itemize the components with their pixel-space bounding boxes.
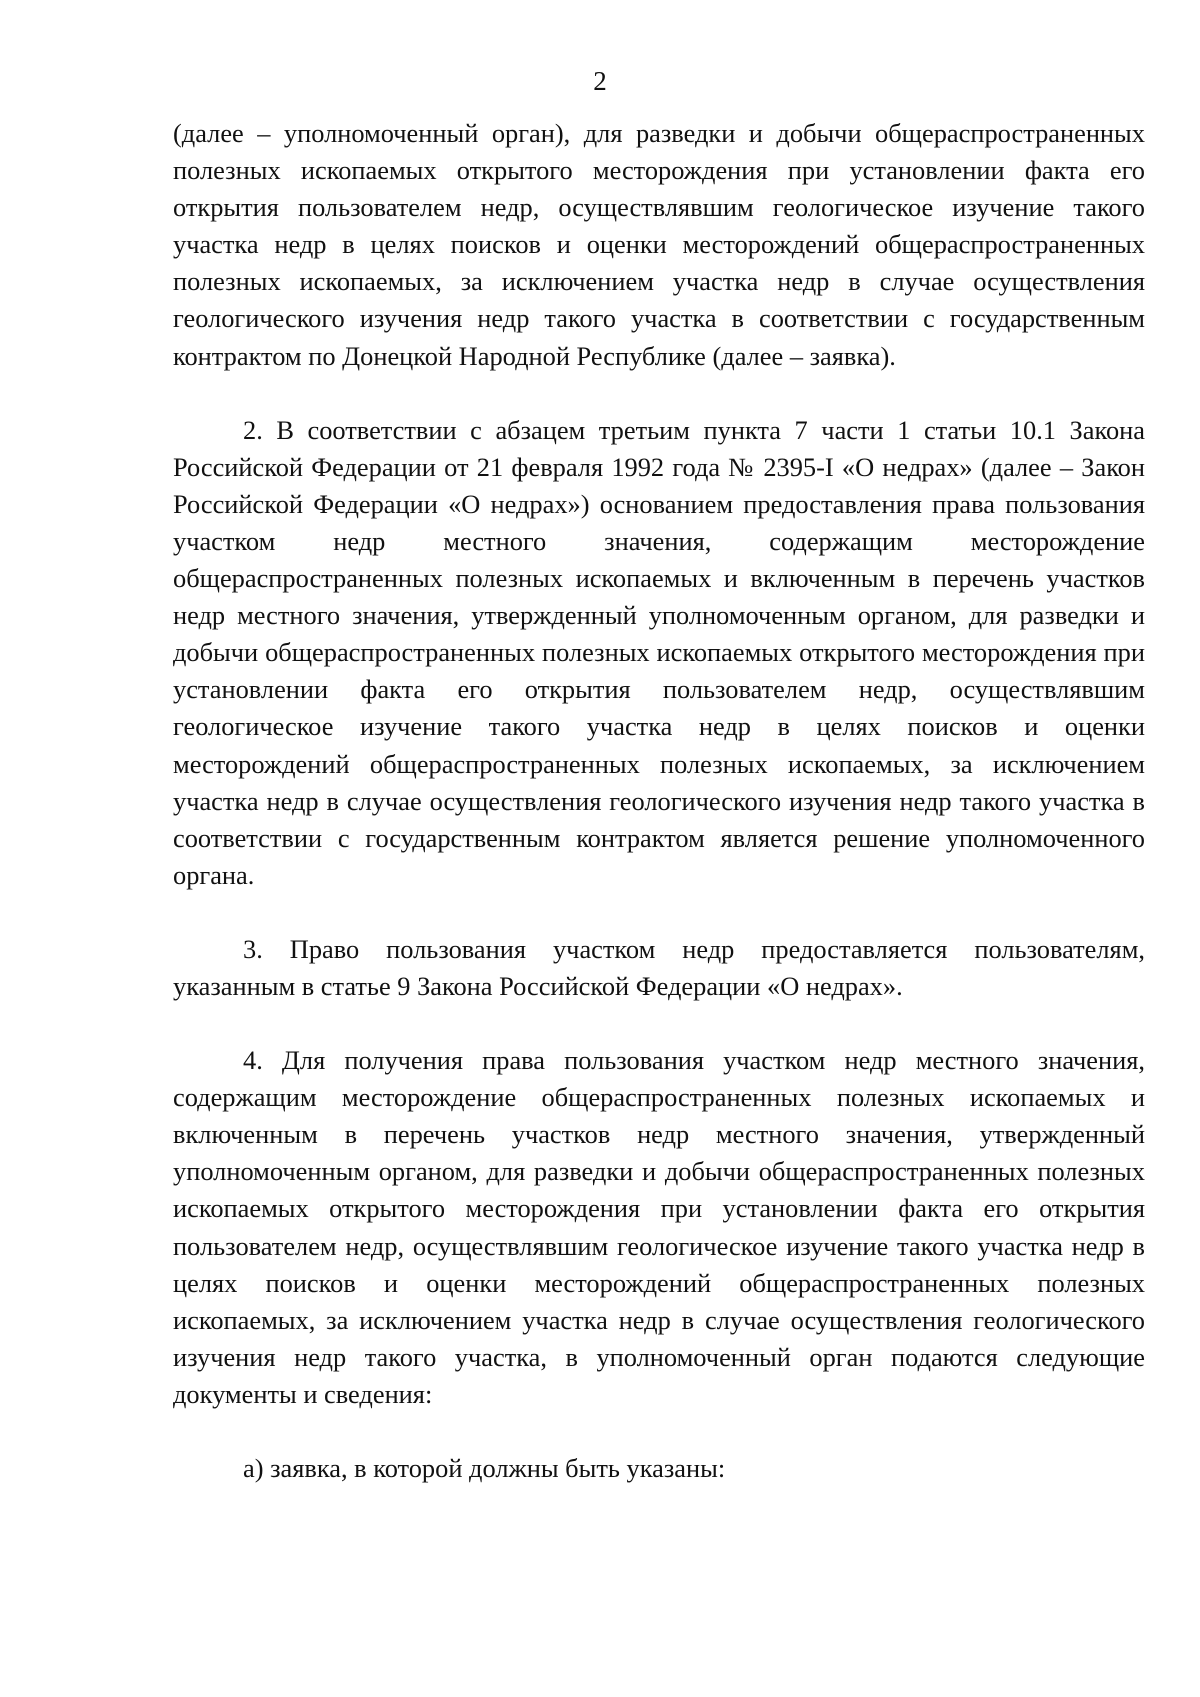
paragraph-3: 3. Право пользования участком недр предоставляется пользователям, указанным в статье 9 Закона Российской Федерации «О недрах». <box>173 933 1145 1001</box>
paragraph-gap <box>173 894 1145 931</box>
paragraph-gap <box>173 1413 1145 1450</box>
paragraph-2: 2. В соответствии с абзацем третьим пункта 7 части 1 статьи 10.1 Закона Российской Федерации от 21 февраля 1992 года № 2395-I «О недрах» (далее – Закон Российской Федерации «О недрах») основанием предоставления права пользования участком недр местного значения, содержащим месторождение общераспространенных полезных ископаемых и включенным в перечень участков недр местного значения, утвержденный уполномоченным органом, для разведки и добычи общераспространенных полезных ископаемых открытого месторождения при установлении факта его открытия пользователем недр, осуществлявшим геологическое изучение такого участка недр в целях поисков и оценки месторождений общераспространенных полезных ископаемых, за исключением участка недр в случае осуществления геологического изучения недр такого участка в соответствии с государственным контрактом является решение уполномоченного органа. <box>173 414 1145 890</box>
document-body <box>173 115 1145 1487</box>
paragraph-continuation: (далее – уполномоченный орган), для разведки и добычи общераспространенных полезных ископаемых открытого месторождения при установлении факта его открытия пользователем недр, осуществлявшим геологическое изучение такого участка недр в целях поисков и оценки месторождений общераспространенных полезных ископаемых, за исключением участка недр в случае осуществления геологического изучения недр такого участка в соответствии с государственным контрактом по Донецкой Народной Республике (далее – заявка). <box>173 118 1145 371</box>
page-number: 2 <box>593 66 607 96</box>
paragraph-4a: а) заявка, в которой должны быть указаны: <box>243 1453 726 1483</box>
paragraph-gap <box>173 1005 1145 1042</box>
paragraph-4: 4. Для получения права пользования участком недр местного значения, содержащим месторождение общераспространенных полезных ископаемых и включенным в перечень участков недр местного значения, утвержденный уполномоченным органом, для разведки и добычи общераспространенных полезных ископаемых открытого месторождения при установлении факта его открытия пользователем недр, осуществлявшим геологическое изучение такого участка недр в целях поисков и оценки месторождений общераспространенных полезных ископаемых, за исключением участка недр в случае осуществления геологического изучения недр такого участка, в уполномоченный орган подаются следующие документы и сведения: <box>173 1045 1145 1409</box>
paragraph-gap <box>173 375 1145 412</box>
